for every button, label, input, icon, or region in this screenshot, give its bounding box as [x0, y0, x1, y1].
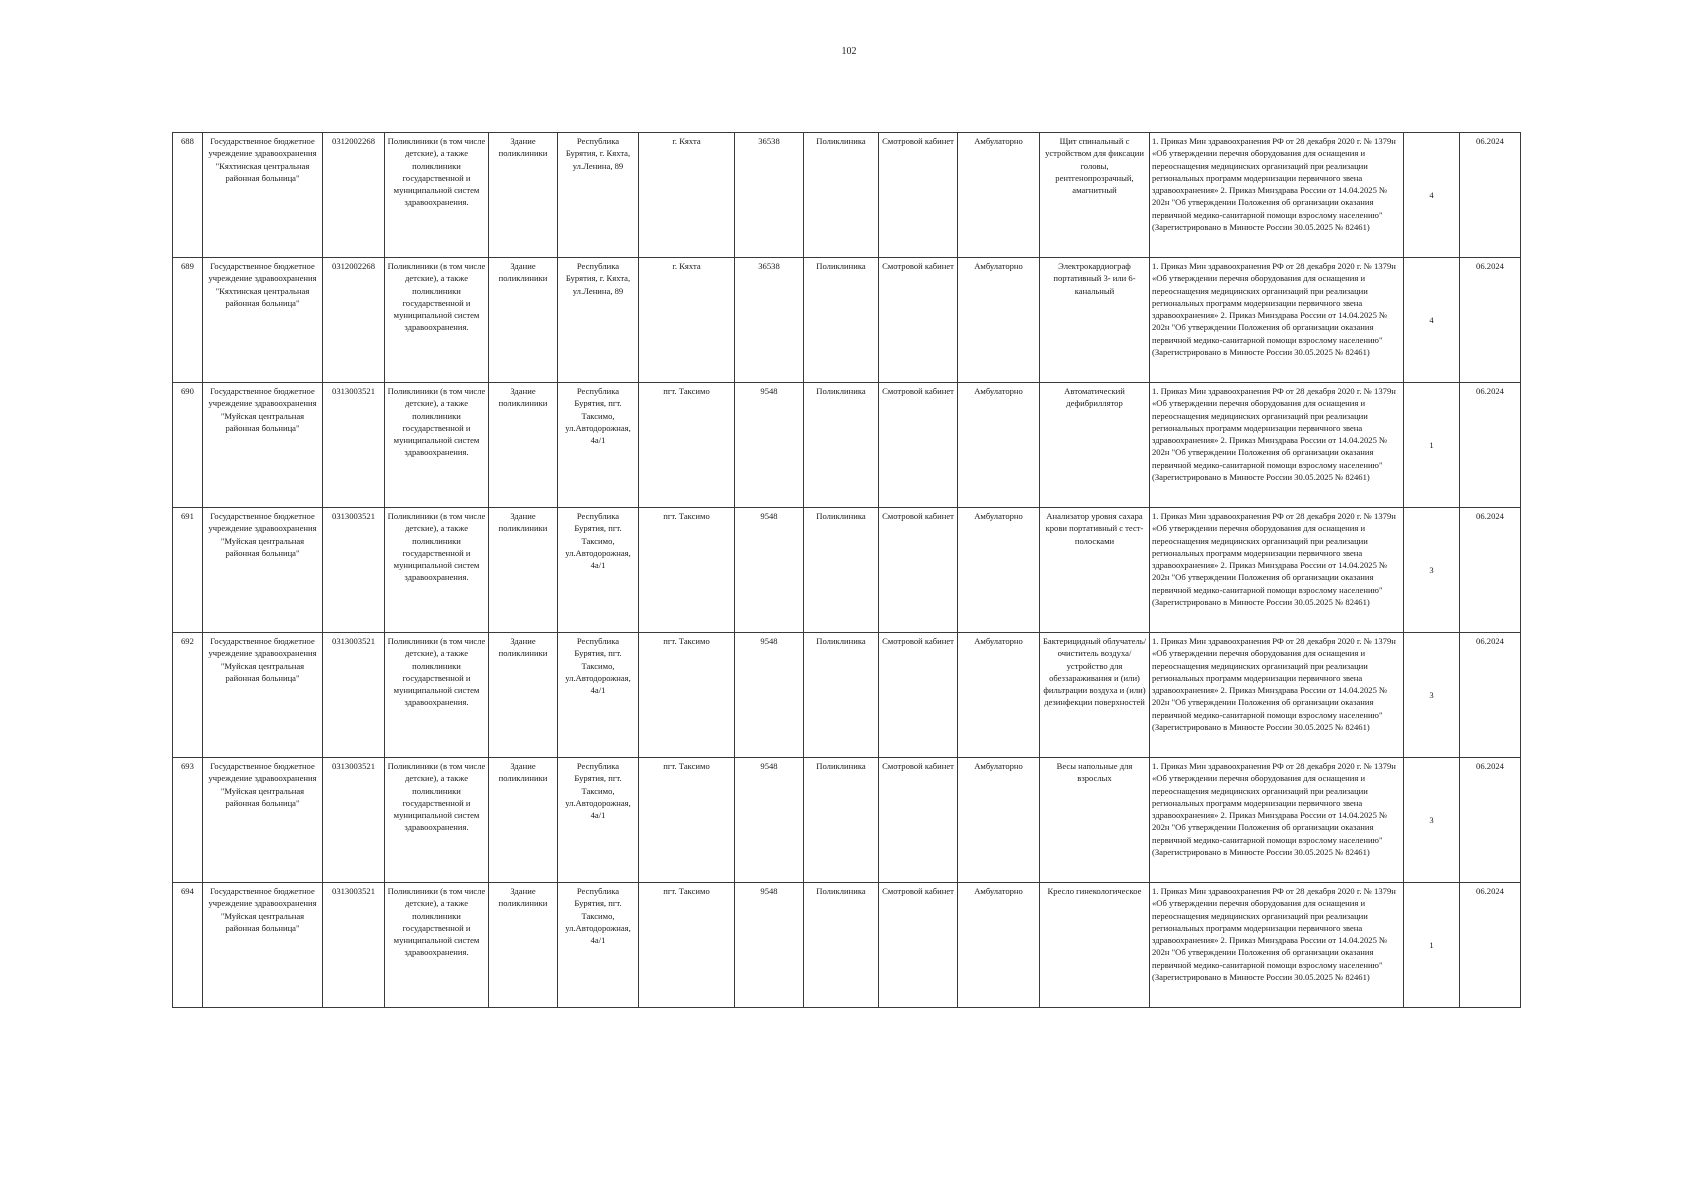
date: 06.2024: [1460, 633, 1521, 758]
organization-code: 0312002268: [323, 258, 385, 383]
population: 9548: [735, 633, 804, 758]
organization-code: 0312002268: [323, 133, 385, 258]
regulatory-document: 1. Приказ Мин здравоохранения РФ от 28 декабря 2020 г. № 1379н «Об утверждении перечня оборудования для оснащения и переоснащения медицинских организаций при реализации региональных программ модернизации первичного звена здравоохранения» 2. Приказ Минздрава России от 14.04.2025 № 202н "Об утверждении Положения об организации оказания первичной медико-санитарной помощи взрослому населению" (Зарегистрировано в Минюсте России 30.05.2025 № 82461): [1150, 258, 1404, 383]
care-form: Амбулаторно: [958, 133, 1040, 258]
organization-code: 0313003521: [323, 383, 385, 508]
population: 9548: [735, 883, 804, 1008]
building-name: Здание поликлиники: [489, 508, 558, 633]
row-number: 690: [173, 383, 203, 508]
locality: пгт. Таксимо: [639, 758, 735, 883]
building-name: Здание поликлиники: [489, 133, 558, 258]
page-number: 102: [841, 46, 857, 57]
date: 06.2024: [1460, 133, 1521, 258]
organization-name: Государственное бюджетное учреждение здравоохранения "Муйская центральная районная больница": [203, 383, 323, 508]
care-form: Амбулаторно: [958, 258, 1040, 383]
organization-code: 0313003521: [323, 883, 385, 1008]
equipment-name: Электрокардиограф портативный 3- или 6-канальный: [1040, 258, 1150, 383]
room: Смотровой кабинет: [879, 258, 958, 383]
regulatory-document: 1. Приказ Мин здравоохранения РФ от 28 декабря 2020 г. № 1379н «Об утверждении перечня оборудования для оснащения и переоснащения медицинских организаций при реализации региональных программ модернизации первичного звена здравоохранения» 2. Приказ Минздрава России от 14.04.2025 № 202н "Об утверждении Положения об организации оказания первичной медико-санитарной помощи взрослому населению" (Зарегистрировано в Минюсте России 30.05.2025 № 82461): [1150, 758, 1404, 883]
subdivision: Поликлиника: [804, 508, 879, 633]
organization-name: Государственное бюджетное учреждение здравоохранения "Муйская центральная районная больница": [203, 633, 323, 758]
quantity: 1: [1404, 883, 1460, 1008]
care-form: Амбулаторно: [958, 383, 1040, 508]
subdivision: Поликлиника: [804, 258, 879, 383]
row-number: 692: [173, 633, 203, 758]
population: 36538: [735, 258, 804, 383]
regulatory-document: 1. Приказ Мин здравоохранения РФ от 28 декабря 2020 г. № 1379н «Об утверждении перечня оборудования для оснащения и переоснащения медицинских организаций при реализации региональных программ модернизации первичного звена здравоохранения» 2. Приказ Минздрава России от 14.04.2025 № 202н "Об утверждении Положения об организации оказания первичной медико-санитарной помощи взрослому населению" (Зарегистрировано в Минюсте России 30.05.2025 № 82461): [1150, 133, 1404, 258]
date: 06.2024: [1460, 508, 1521, 633]
care-form: Амбулаторно: [958, 633, 1040, 758]
room: Смотровой кабинет: [879, 758, 958, 883]
table-row: [173, 758, 1521, 883]
table-row: [173, 633, 1521, 758]
room: Смотровой кабинет: [879, 133, 958, 258]
row-number: 691: [173, 508, 203, 633]
address: Республика Бурятия, пгт. Таксимо, ул.Автодорожная, 4а/1: [558, 383, 639, 508]
facility-type: Поликлиники (в том числе детские), а также поликлиники государственной и муниципальной систем здравоохранения.: [385, 508, 489, 633]
equipment-name: Анализатор уровня сахара крови портативный с тест-полосками: [1040, 508, 1150, 633]
regulatory-document: 1. Приказ Мин здравоохранения РФ от 28 декабря 2020 г. № 1379н «Об утверждении перечня оборудования для оснащения и переоснащения медицинских организаций при реализации региональных программ модернизации первичного звена здравоохранения» 2. Приказ Минздрава России от 14.04.2025 № 202н "Об утверждении Положения об организации оказания первичной медико-санитарной помощи взрослому населению" (Зарегистрировано в Минюсте России 30.05.2025 № 82461): [1150, 883, 1404, 1008]
organization-name: Государственное бюджетное учреждение здравоохранения "Муйская центральная районная больница": [203, 883, 323, 1008]
organization-name: Государственное бюджетное учреждение здравоохранения "Муйская центральная районная больница": [203, 758, 323, 883]
organization-code: 0313003521: [323, 508, 385, 633]
address: Республика Бурятия, г. Кяхта, ул.Ленина, 89: [558, 258, 639, 383]
care-form: Амбулаторно: [958, 883, 1040, 1008]
locality: г. Кяхта: [639, 258, 735, 383]
quantity: 3: [1404, 758, 1460, 883]
address: Республика Бурятия, пгт. Таксимо, ул.Автодорожная, 4а/1: [558, 508, 639, 633]
room: Смотровой кабинет: [879, 633, 958, 758]
population: 9548: [735, 758, 804, 883]
regulatory-document: 1. Приказ Мин здравоохранения РФ от 28 декабря 2020 г. № 1379н «Об утверждении перечня оборудования для оснащения и переоснащения медицинских организаций при реализации региональных программ модернизации первичного звена здравоохранения» 2. Приказ Минздрава России от 14.04.2025 № 202н "Об утверждении Положения об организации оказания первичной медико-санитарной помощи взрослому населению" (Зарегистрировано в Минюсте России 30.05.2025 № 82461): [1150, 633, 1404, 758]
address: Республика Бурятия, г. Кяхта, ул.Ленина, 89: [558, 133, 639, 258]
date: 06.2024: [1460, 383, 1521, 508]
date: 06.2024: [1460, 258, 1521, 383]
facility-type: Поликлиники (в том числе детские), а также поликлиники государственной и муниципальной систем здравоохранения.: [385, 633, 489, 758]
care-form: Амбулаторно: [958, 758, 1040, 883]
subdivision: Поликлиника: [804, 633, 879, 758]
address: Республика Бурятия, пгт. Таксимо, ул.Автодорожная, 4а/1: [558, 758, 639, 883]
table-row: [173, 508, 1521, 633]
population: 36538: [735, 133, 804, 258]
building-name: Здание поликлиники: [489, 633, 558, 758]
organization-code: 0313003521: [323, 633, 385, 758]
table-row: [173, 383, 1521, 508]
building-name: Здание поликлиники: [489, 883, 558, 1008]
equipment-name: Автоматический дефибриллятор: [1040, 383, 1150, 508]
organization-name: Государственное бюджетное учреждение здравоохранения "Кяхтинская центральная районная больница": [203, 133, 323, 258]
regulatory-document: 1. Приказ Мин здравоохранения РФ от 28 декабря 2020 г. № 1379н «Об утверждении перечня оборудования для оснащения и переоснащения медицинских организаций при реализации региональных программ модернизации первичного звена здравоохранения» 2. Приказ Минздрава России от 14.04.2025 № 202н "Об утверждении Положения об организации оказания первичной медико-санитарной помощи взрослому населению" (Зарегистрировано в Минюсте России 30.05.2025 № 82461): [1150, 383, 1404, 508]
facility-type: Поликлиники (в том числе детские), а также поликлиники государственной и муниципальной систем здравоохранения.: [385, 883, 489, 1008]
quantity: 1: [1404, 383, 1460, 508]
table-row: [173, 133, 1521, 258]
room: Смотровой кабинет: [879, 883, 958, 1008]
equipment-name: Бактерицидный облучатель/очиститель воздуха/устройство для обеззараживания и (или) фильтрации воздуха и (или) дезинфекции поверхностей: [1040, 633, 1150, 758]
locality: пгт. Таксимо: [639, 508, 735, 633]
building-name: Здание поликлиники: [489, 258, 558, 383]
room: Смотровой кабинет: [879, 383, 958, 508]
facility-type: Поликлиники (в том числе детские), а также поликлиники государственной и муниципальной систем здравоохранения.: [385, 758, 489, 883]
regulatory-document: 1. Приказ Мин здравоохранения РФ от 28 декабря 2020 г. № 1379н «Об утверждении перечня оборудования для оснащения и переоснащения медицинских организаций при реализации региональных программ модернизации первичного звена здравоохранения» 2. Приказ Минздрава России от 14.04.2025 № 202н "Об утверждении Положения об организации оказания первичной медико-санитарной помощи взрослому населению" (Зарегистрировано в Минюсте России 30.05.2025 № 82461): [1150, 508, 1404, 633]
address: Республика Бурятия, пгт. Таксимо, ул.Автодорожная, 4а/1: [558, 633, 639, 758]
quantity: 3: [1404, 633, 1460, 758]
subdivision: Поликлиника: [804, 758, 879, 883]
facility-type: Поликлиники (в том числе детские), а также поликлиники государственной и муниципальной систем здравоохранения.: [385, 258, 489, 383]
quantity: 4: [1404, 258, 1460, 383]
date: 06.2024: [1460, 758, 1521, 883]
equipment-name: Щит спинальный с устройством для фиксации головы, рентгенопрозрачный, амагнитный: [1040, 133, 1150, 258]
population: 9548: [735, 508, 804, 633]
care-form: Амбулаторно: [958, 508, 1040, 633]
facility-type: Поликлиники (в том числе детские), а также поликлиники государственной и муниципальной систем здравоохранения.: [385, 133, 489, 258]
organization-name: Государственное бюджетное учреждение здравоохранения "Муйская центральная районная больница": [203, 508, 323, 633]
subdivision: Поликлиника: [804, 883, 879, 1008]
locality: пгт. Таксимо: [639, 633, 735, 758]
subdivision: Поликлиника: [804, 133, 879, 258]
row-number: 693: [173, 758, 203, 883]
equipment-name: Кресло гинекологическое: [1040, 883, 1150, 1008]
subdivision: Поликлиника: [804, 383, 879, 508]
row-number: 688: [173, 133, 203, 258]
address: Республика Бурятия, пгт. Таксимо, ул.Автодорожная, 4а/1: [558, 883, 639, 1008]
date: 06.2024: [1460, 883, 1521, 1008]
population: 9548: [735, 383, 804, 508]
row-number: 689: [173, 258, 203, 383]
table-row: [173, 883, 1521, 1008]
row-number: 694: [173, 883, 203, 1008]
locality: пгт. Таксимо: [639, 883, 735, 1008]
room: Смотровой кабинет: [879, 508, 958, 633]
building-name: Здание поликлиники: [489, 758, 558, 883]
building-name: Здание поликлиники: [489, 383, 558, 508]
equipment-name: Весы напольные для взрослых: [1040, 758, 1150, 883]
equipment-registry-table: [172, 132, 1521, 1008]
locality: пгт. Таксимо: [639, 383, 735, 508]
quantity: 4: [1404, 133, 1460, 258]
organization-name: Государственное бюджетное учреждение здравоохранения "Кяхтинская центральная районная больница": [203, 258, 323, 383]
table-row: [173, 258, 1521, 383]
organization-code: 0313003521: [323, 758, 385, 883]
quantity: 3: [1404, 508, 1460, 633]
facility-type: Поликлиники (в том числе детские), а также поликлиники государственной и муниципальной систем здравоохранения.: [385, 383, 489, 508]
locality: г. Кяхта: [639, 133, 735, 258]
